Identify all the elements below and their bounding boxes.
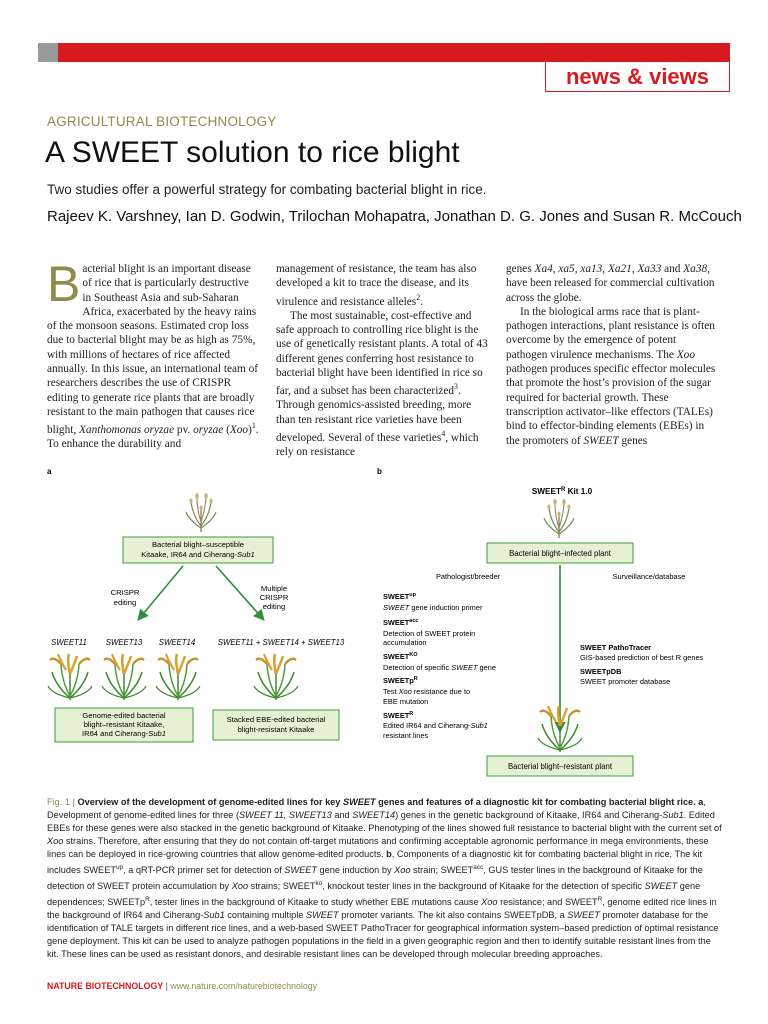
sweetpdb-desc: SWEET promoter database bbox=[580, 677, 671, 686]
reference-link[interactable]: 2 bbox=[416, 292, 421, 302]
paragraph: In the biological arms race that is plant-pathogen interactions, plant resistance is often overcome by the emergence of potent pathogen virulence mechanisms. The Xoo pathogen produces specific effector molecules that promote the host’s provision of the sugar required for bacterial growth. These transcription activator–like effectors (TALEs) bind to effector-binding elements (EBEs) in the promoters of SWEET genes bbox=[506, 305, 716, 447]
rice-plant-seedling-icon bbox=[544, 499, 574, 538]
rice-plant-mature-icon bbox=[102, 654, 146, 700]
article-kicker: AGRICULTURAL BIOTECHNOLOGY bbox=[47, 114, 277, 129]
journal-name: NATURE BIOTECHNOLOGY bbox=[47, 981, 164, 991]
rice-plant-mature-icon bbox=[254, 654, 298, 700]
kit-components-right bbox=[580, 643, 704, 686]
infected-plant-label: Bacterial blight–infected plant bbox=[509, 549, 611, 558]
kit-components-left bbox=[383, 592, 496, 740]
reference-link[interactable]: 1 bbox=[251, 421, 256, 431]
figure-1-diagram bbox=[38, 460, 738, 790]
sweet-up-desc: SWEET gene induction primer bbox=[383, 603, 483, 612]
stacked-box-line1: Stacked EBE-edited bacterial bbox=[226, 715, 326, 724]
section-badge: news & views bbox=[545, 62, 730, 92]
sweet-acc-desc-line1: Detection of SWEET protein bbox=[383, 629, 476, 638]
pathotracer-desc: GIS-based prediction of best R genes bbox=[580, 653, 704, 662]
sweet-pr-label: SWEETp$^R$ bbox=[383, 676, 418, 685]
journal-url-link[interactable]: www.nature.com/naturebiotechnology bbox=[170, 981, 318, 991]
crispr-label-line2: editing bbox=[113, 598, 137, 607]
crispr-label-line1: CRISPR bbox=[110, 588, 140, 597]
gene-label-sweet11: SWEET11 bbox=[51, 638, 87, 647]
article-standfirst: Two studies offer a powerful strategy for combating bacterial blight in rice. bbox=[47, 182, 487, 197]
sweet-pr-desc-line2: EBE mutation bbox=[383, 697, 429, 706]
genome-edited-box-line3: IR64 and Ciherang-Sub1 bbox=[81, 729, 167, 738]
sweet-pr-desc-line1: Test Xoo resistance due to bbox=[383, 687, 471, 696]
gene-label-combined: SWEET11 + SWEET14 + SWEET13 bbox=[217, 638, 345, 647]
genome-edited-box-line1: Genome-edited bacterial bbox=[82, 711, 166, 720]
paragraph: The most sustainable, cost-effective and safe approach to controlling rice blight is the use of genetically resistant plants. A total of 43 different genes conferring host resistance to bacterial blight have been identified in rice so far, and a subset has been characterized$^3$. Through genomics-assisted breeding, more than ten resistant rice varieties have been developed. Several of these varieties$^4$, which rely on resistance bbox=[276, 309, 488, 458]
paragraph: genes Xa4, xa5, xa13, Xa21, Xa33 and Xa38, have been released for commercial cultivation across the globe. bbox=[506, 263, 715, 304]
resistant-plant-label: Bacterial blight–resistant plant bbox=[507, 762, 613, 771]
header-bar bbox=[38, 43, 730, 62]
body-column-1 bbox=[47, 256, 259, 451]
caption-title: Overview of the development of genome-edited lines for key SWEET genes and features of a diagnostic kit for combating bacterial blight rice. a bbox=[74, 797, 704, 807]
surveillance-label: Surveillance/database bbox=[612, 572, 686, 581]
multiplex-label-line2: CRISPR bbox=[259, 593, 289, 602]
susceptible-box-line2: Kitaake, IR64 and Ciherang-Sub1 bbox=[141, 550, 255, 559]
sweet-ko-desc: Detection of specific SWEET gene bbox=[383, 663, 496, 672]
paragraph: management of resistance, the team has also developed a kit to trace the disease, and its virulence and resistance alleles$^2$. bbox=[276, 263, 477, 308]
body-column-3 bbox=[506, 262, 718, 447]
sweet-r-desc-line1: Edited IR64 and Ciherang-Sub1 bbox=[383, 721, 488, 730]
footer-separator: | bbox=[163, 981, 171, 991]
gene-label-sweet14: SWEET14 bbox=[158, 638, 196, 647]
sweet-up-label: $SWEET^{up}$ bbox=[383, 592, 417, 601]
paragraph: Bacterial blight is an important disease of rice that is particularly destructive in Southeast Asia and sub-Saharan Africa, exacerbated by the heavy rains of the monsoon seasons. Estimated crop loss due to bacterial blight may be as high as 75%, with millions of hectares of rice affected annually. In this issue, an international team of researchers describes the use of CRISPR editing to generate rice plants that are broadly resistant to the main pathogen that causes rice blight, Xanthomonas oryzae pv. oryzae (Xoo)$^1$. To enhance the durability and bbox=[47, 256, 259, 451]
sweet-r-desc-line2: resistant lines bbox=[383, 731, 429, 740]
figure-caption: Fig. 1 | Overview of the development of genome-edited lines for key SWEET genes and features of a diagnostic kit for combating bacterial blight rice. a, Development of genome-edited lines for three (SWEET 11, SWEET13 and SWEET14) genes in the genetic background of Kitaake, IR64 and Ciherang-Sub1. Edited EBEs for these genes were also stacked in the genetic background of Kitaake. Phenotyping of the lines showed full resistance to bacterial blight with the current set of Xoo strains. Therefore, after ensuring that they do not contain off-target mutations and confirming acceptable agronomic performance in mega environments, these lines can be deployed in rice-growing countries that allow genome-edited products. b, Components of a diagnostic kit for combating bacterial blight in rice. The kit includes $SWEET^{up}$, a qRT-PCR primer set for detection of SWEET gene induction by Xoo strain; $SWEET^{acc}$, GUS tester lines in the background of Kitaake for the detection of SWEET protein accumulation by Xoo strains; $SWEET^{ko}$, knockout tester lines in the background of Kitaake for the detection of specific SWEET gene dependences; SWEETp$^R$, tester lines in the background of Kitaake to study whether EBE mutations cause Xoo resistance; and $SWEET^R$, genome edited rice lines in the background of IR64 and Ciherang-Sub1 containing multiple SWEET promoter variants. The kit also contains SWEETpDB, a SWEET promoter database for the identification of TALE targets in different rice lines, and a web-based SWEET PathoTracer for geographical information system–based prediction of optimal resistance gene deployment. This kit can be used to analyze pathogen populations in the field in a given geographic region and then to identify suitable resistant lines from the kit. These lines can be used as resistant donors, and desirable resistant lines can be developed through molecular breeding approaches. bbox=[47, 797, 722, 960]
rice-plant-mature-icon bbox=[156, 654, 200, 700]
multiplex-label-line1: Multiple bbox=[260, 584, 288, 593]
rice-plant-seedling-icon bbox=[186, 493, 216, 532]
pathologist-label: Pathologist/breeder bbox=[435, 572, 501, 581]
sweet-ko-label: $SWEET^{KO}$ bbox=[383, 652, 418, 661]
susceptible-box-line1: Bacterial blight–susceptible bbox=[151, 540, 245, 549]
figure-1 bbox=[38, 460, 738, 790]
sweet-acc-label: $SWEET^{acc}$ bbox=[383, 618, 419, 627]
rice-plant-mature-icon bbox=[48, 654, 92, 700]
caption-label: Fig. 1 | bbox=[47, 797, 75, 807]
body-column-2 bbox=[276, 262, 488, 458]
sweet-acc-desc-line2: accumulation bbox=[383, 638, 427, 647]
drop-cap: B bbox=[47, 256, 81, 312]
gene-label-sweet13: SWEET13 bbox=[105, 638, 143, 647]
stacked-box-line2: blight-resistant Kitaake bbox=[237, 725, 315, 734]
header-bar-accent bbox=[38, 43, 58, 62]
panel-b-label: b bbox=[377, 467, 382, 476]
reference-link[interactable]: 4 bbox=[441, 428, 446, 438]
article-title: A SWEET solution to rice blight bbox=[45, 136, 460, 169]
genome-edited-box-line2: blight–resistant Kitaake, bbox=[83, 720, 165, 729]
panel-a-label: a bbox=[47, 467, 52, 476]
crispr-arrow bbox=[138, 566, 183, 620]
page-footer bbox=[47, 981, 317, 991]
kit-title: $SWEET^R$ Kit 1.0 bbox=[531, 487, 593, 496]
multiplex-label-line3: editing bbox=[262, 602, 286, 611]
sweetpdb-label: SWEETpDB bbox=[580, 667, 622, 676]
reference-link[interactable]: 3 bbox=[454, 382, 458, 392]
article-authors: Rajeev K. Varshney, Ian D. Godwin, Trilochan Mohapatra, Jonathan D. G. Jones and Susan R. McCouch bbox=[47, 208, 742, 225]
sweet-r-label: $SWEET^R$ bbox=[383, 711, 414, 720]
pathotracer-label: SWEET PathoTracer bbox=[580, 643, 652, 652]
multiplex-crispr-arrow bbox=[216, 566, 264, 620]
